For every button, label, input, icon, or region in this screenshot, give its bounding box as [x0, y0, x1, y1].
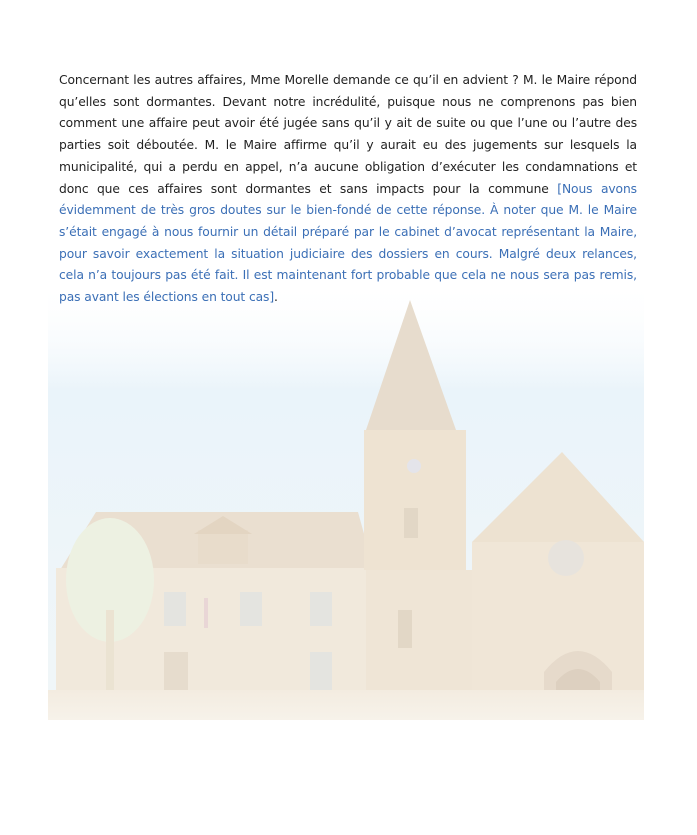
ground [48, 690, 644, 720]
church-townhall-watermark [48, 280, 644, 720]
flag-icon [204, 598, 208, 628]
editorial-comment: [Nous avons évidemment de très gros doutes sur le bien-fondé de cette réponse. À noter que M. le Maire s’était engagé à nous fournir un détail préparé par le cabinet d’avocat représentant la Maire, pour savoir exactement la situation judiciaire des dossiers en cours. Malgré deux relances, cela n’a toujours pas été fait. Il est maintenant fort probable que cela ne nous sera pas remis, pas avant les élections en tout cas] [59, 181, 637, 305]
clock-icon [407, 459, 421, 473]
main-text: Concernant les autres affaires, Mme Morelle demande ce qu’il en advient ? M. le Maire répond qu’elles sont dormantes. Devant notre incrédulité, puisque nous ne comprenons pas bien comment une affaire peut avoir été jugée sans qu’il y ait de suite ou que l’une ou l’autre des parties soit déboutée. M. le Maire affirme qu’il y aurait eu des jugements sur lesquels la municipalité, qui a perdu en appel, n’a aucune obligation d’exécuter les condamnations et donc que ces affaires sont dormantes et sans impacts pour la commune [59, 73, 637, 196]
body-paragraph [59, 70, 637, 309]
closing-punctuation: . [274, 290, 278, 305]
rose-window-icon [548, 540, 584, 576]
